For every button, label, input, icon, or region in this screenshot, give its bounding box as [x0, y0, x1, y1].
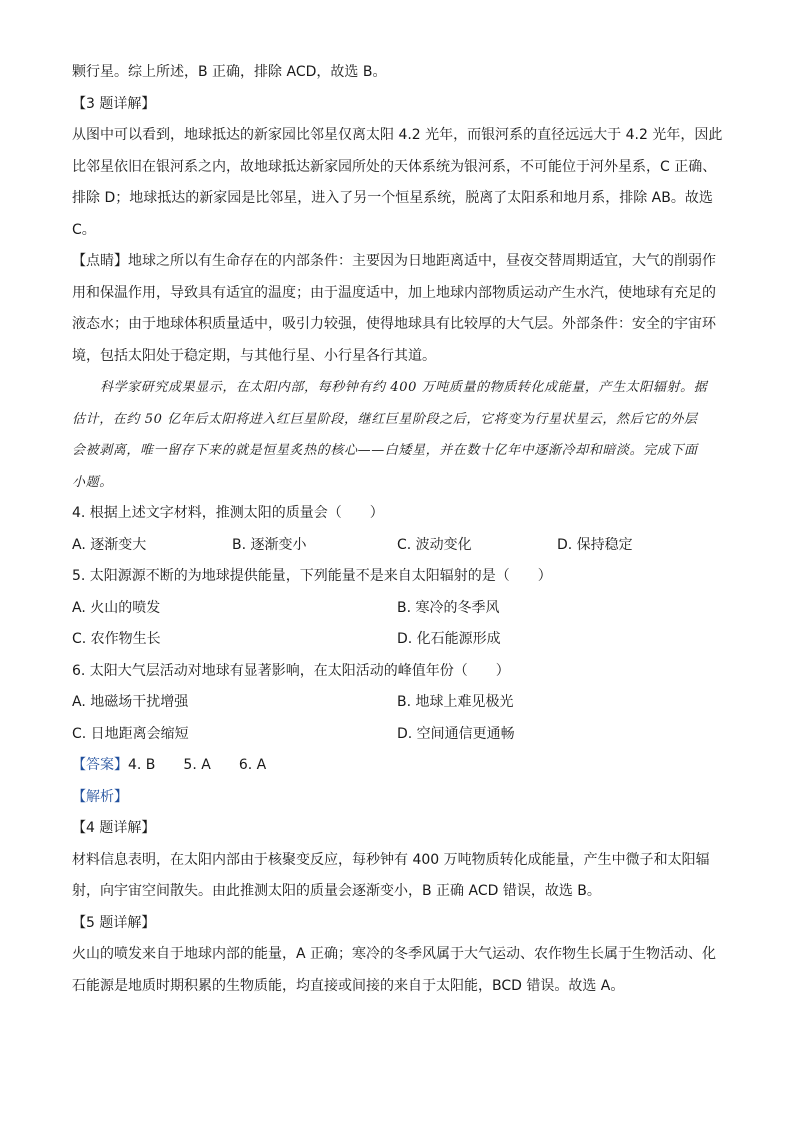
text-line: 从图中可以看到，地球抵达的新家园比邻星仅离太阳 4.2 光年，而银河系的直径远远大于 4.2 光年，因此: [72, 127, 723, 143]
option-d: D. 化石能源形成: [397, 631, 501, 647]
answer-6: 6. A: [238, 757, 267, 773]
question-4-options: [72, 535, 722, 556]
question-6-options-row2: [72, 724, 722, 745]
passage-line: 估计，在约 50 亿年后太阳将进入红巨星阶段，继红巨星阶段之后，它将变为行星状星云，然后它的外层: [72, 411, 698, 427]
question-5-stem: 5. 太阳源源不断的为地球提供能量，下列能量不是来自太阳辐射的是（ ）: [72, 568, 552, 584]
answer-5: 5. A: [183, 757, 211, 773]
question-6-stem: 6. 太阳大气层活动对地球有显著影响，在太阳活动的峰值年份（ ）: [72, 662, 510, 679]
analysis-label: 【解析】: [72, 788, 128, 805]
text-line: 比邻星依旧在银河系之内，故地球抵达新家园所处的天体系统为银河系，不可能位于河外星系，C 正确、: [72, 158, 717, 175]
option-c: C. 波动变化: [397, 536, 472, 553]
passage-line: 科学家研究成果显示，在太阳内部，每秒钟有约 400 万吨质量的物质转化成能量，产生太阳辐射。据: [100, 380, 708, 395]
answer-line: [72, 755, 722, 776]
option-a: A. 火山的喷发: [72, 599, 161, 616]
text-line: 【点睛】地球之所以有生命存在的内部条件：主要因为日地距离适中，昼夜交替周期适宜，大气的削弱作: [72, 253, 716, 269]
option-d: D. 保持稳定: [557, 536, 633, 553]
passage-line: 小题。: [72, 474, 113, 490]
option-b: B. 寒冷的冬季风: [397, 599, 500, 616]
text-line: 液态水；由于地球体积质量适中，吸引力较强，使得地球具有比较厚的大气层。外部条件：安全的宇宙环: [72, 316, 716, 332]
text-line: 射，向宇宙空间散失。由此推测太阳的质量会逐渐变小，B 正确 ACD 错误，故选 B。: [72, 883, 601, 899]
section-heading: 【5 题详解】: [72, 914, 156, 931]
section-heading: 【4 题详解】: [72, 820, 156, 836]
question-4-stem: 4. 根据上述文字材料，推测太阳的质量会（ ）: [72, 505, 384, 521]
option-d: D. 空间通信更通畅: [397, 725, 515, 742]
text-line: 用和保温作用，导致具有适宜的温度；由于温度适中，加上地球内部物质运动产生水汽，使地球有充足的: [72, 284, 716, 301]
option-a: A. 逐渐变大: [72, 536, 147, 553]
section-heading: 【3 题详解】: [72, 95, 156, 112]
answer-4: 4. B: [128, 757, 156, 773]
question-5-options-row1: [72, 598, 722, 619]
document-page: [72, 62, 722, 1007]
option-c: C. 日地距离会缩短: [72, 725, 189, 742]
text-line: 排除 D；地球抵达的新家园是比邻星，进入了另一个恒星系统，脱离了太阳系和地月系，排除 AB。故选: [72, 190, 713, 206]
option-b: B. 地球上难见极光: [397, 694, 514, 710]
text-line: 火山的喷发来自于地球内部的能量，A 正确；寒冷的冬季风属于大气运动、农作物生长属于生物活动、化: [72, 946, 717, 962]
text-line: 颗行星。综上所述，B 正确，排除 ACD，故选 B。: [72, 64, 387, 80]
option-a: A. 地磁场干扰增强: [72, 694, 189, 710]
text-line: 境，包括太阳处于稳定期，与其他行星、小行星各行其道。: [72, 347, 436, 364]
text-line: C。: [72, 221, 96, 238]
answer-label: 【答案】: [72, 757, 128, 773]
question-5-options-row2: [72, 629, 722, 650]
option-b: B. 逐渐变小: [232, 536, 307, 553]
text-line: 材料信息表明，在太阳内部由于核聚变反应，每秒钟有 400 万吨物质转化成能量，产生中微子和太阳辐: [72, 851, 710, 868]
passage-line: 会被剥离，唯一留存下来的就是恒星炙热的核心——白矮星，并在数十亿年中逐渐冷却和暗淡。完成下面: [72, 443, 698, 458]
option-c: C. 农作物生长: [72, 631, 161, 647]
question-6-options-row1: [72, 692, 722, 713]
text-line: 石能源是地质时期积累的生物质能，均直接或间接的来自于太阳能，BCD 错误。故选 A。: [72, 977, 625, 994]
